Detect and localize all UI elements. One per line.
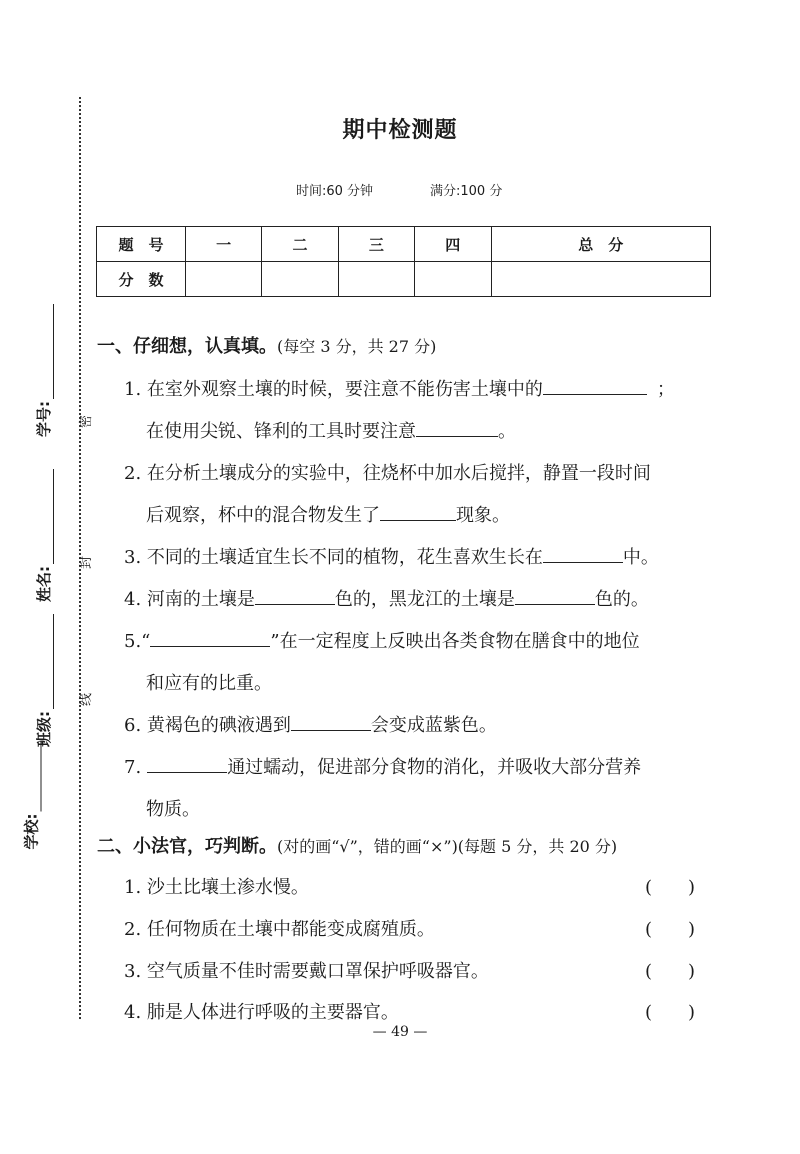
question-text: 通过蠕动，促进部分食物的消化，并吸收大部分营养 [227, 757, 642, 778]
question-7-line-a [124, 753, 641, 779]
answer-paren[interactable]: ( ) [645, 919, 696, 940]
question-6 [124, 711, 497, 737]
question-text: 4. 肺是人体进行呼吸的主要器官。 [124, 1002, 399, 1023]
answer-blank[interactable] [416, 418, 498, 437]
name-label: 姓名: [35, 566, 53, 602]
question-text: 在使用尖锐、锋利的工具时要注意 [146, 421, 416, 442]
page-number: — 49 — [372, 1024, 428, 1040]
question-3 [124, 543, 659, 569]
answer-blank[interactable] [147, 754, 227, 773]
score-table [96, 226, 711, 297]
score-cell: 四 [415, 227, 491, 262]
question-text: 现象。 [456, 505, 510, 526]
question-text: 5.“ [124, 631, 151, 652]
question-text: 色的。 [594, 589, 649, 610]
question-text: 和应有的比重。 [146, 673, 272, 694]
question-text: 6. 黄褐色的碘液遇到 [124, 715, 291, 736]
question-5-line-a [124, 627, 640, 653]
class-label: 班级: [35, 711, 53, 747]
class-field [33, 614, 54, 747]
question-text: 物质。 [146, 799, 200, 820]
answer-blank[interactable] [543, 544, 623, 563]
question-text: 色的，黑龙江的土壤是 [334, 589, 515, 610]
student-no-field [33, 304, 54, 437]
judge-item-2 [124, 915, 435, 941]
question-text: ”在一定程度上反映出各类食物在膳食中的地位 [270, 631, 640, 652]
question-text: 7. [124, 757, 142, 778]
section-1-heading [97, 332, 436, 358]
question-1-line-b [146, 417, 516, 443]
question-text: 2. 在分析土壤成分的实验中，往烧杯中加水后搅拌，静置一段时间 [124, 463, 651, 484]
judge-item-4 [124, 998, 399, 1024]
question-7-line-b [146, 795, 200, 821]
question-4 [124, 585, 649, 611]
judge-item-1 [124, 873, 309, 899]
answer-blank[interactable] [380, 502, 456, 521]
score-input-cell[interactable] [186, 262, 262, 297]
exam-time: 时间:60 分钟 [296, 184, 374, 199]
score-cell: 题 号 [97, 227, 186, 262]
cut-mark-xian: 线 [79, 692, 95, 707]
name-blank[interactable] [39, 469, 54, 564]
school-field [21, 742, 42, 850]
score-input-cell[interactable] [262, 262, 338, 297]
answer-blank[interactable] [291, 712, 371, 731]
score-cell: 三 [338, 227, 414, 262]
score-table-score-row [97, 262, 711, 297]
punct: ； [656, 379, 675, 400]
page-title: 期中检测题 [342, 118, 458, 143]
score-input-cell[interactable] [415, 262, 491, 297]
answer-blank[interactable] [515, 586, 595, 605]
question-2-line-b [146, 501, 510, 527]
school-blank[interactable] [27, 742, 42, 812]
question-text: 2. 任何物质在土壤中都能变成腐殖质。 [124, 919, 435, 940]
class-blank[interactable] [39, 614, 54, 709]
punct: 。 [498, 421, 516, 442]
section-2-heading [97, 832, 617, 858]
school-label: 学校: [22, 813, 41, 850]
score-cell: 二 [262, 227, 338, 262]
question-text: 会变成蓝紫色。 [370, 715, 497, 736]
score-input-cell[interactable] [491, 262, 711, 297]
question-5-line-b [146, 669, 272, 695]
question-text: 3. 空气质量不佳时需要戴口罩保护呼吸器官。 [124, 961, 489, 982]
exam-full-score: 满分:100 分 [430, 184, 503, 199]
score-input-cell[interactable] [338, 262, 414, 297]
student-no-blank[interactable] [39, 304, 54, 399]
cut-mark-feng: 封 [79, 555, 95, 570]
question-text: 4. 河南的土壤是 [124, 589, 255, 610]
section-1-note: (每空 3 分，共 27 分) [277, 337, 437, 356]
question-text: 1. 在室外观察土壤的时候，要注意不能伤害土壤中的 [124, 379, 543, 400]
question-text: 中。 [622, 547, 659, 568]
question-text: 后观察，杯中的混合物发生了 [146, 505, 380, 526]
score-cell: 总 分 [491, 227, 711, 262]
answer-blank[interactable] [255, 586, 335, 605]
student-no-label: 学号: [35, 401, 53, 437]
section-1-title: 一、仔细想，认真填。 [97, 336, 277, 357]
score-table-header-row [97, 227, 711, 262]
answer-blank[interactable] [543, 376, 647, 395]
judge-item-3 [124, 957, 489, 983]
answer-paren[interactable]: ( ) [645, 1002, 696, 1023]
answer-paren[interactable]: ( ) [645, 961, 696, 982]
question-1-line-a [124, 375, 675, 401]
answer-paren[interactable]: ( ) [645, 877, 696, 898]
cut-mark-mi: 密 [79, 414, 95, 429]
question-2-line-a [124, 459, 651, 485]
question-text: 3. 不同的土壤适宜生长不同的植物，花生喜欢生长在 [124, 547, 543, 568]
score-cell: 分 数 [97, 262, 186, 297]
question-text: 1. 沙土比壤土渗水慢。 [124, 877, 309, 898]
score-cell: 一 [186, 227, 262, 262]
name-field [33, 469, 54, 602]
answer-blank[interactable] [150, 628, 270, 647]
section-2-title: 二、小法官，巧判断。 [97, 836, 277, 857]
section-2-note: (对的画“√”，错的画“×”)(每题 5 分，共 20 分) [277, 837, 618, 856]
